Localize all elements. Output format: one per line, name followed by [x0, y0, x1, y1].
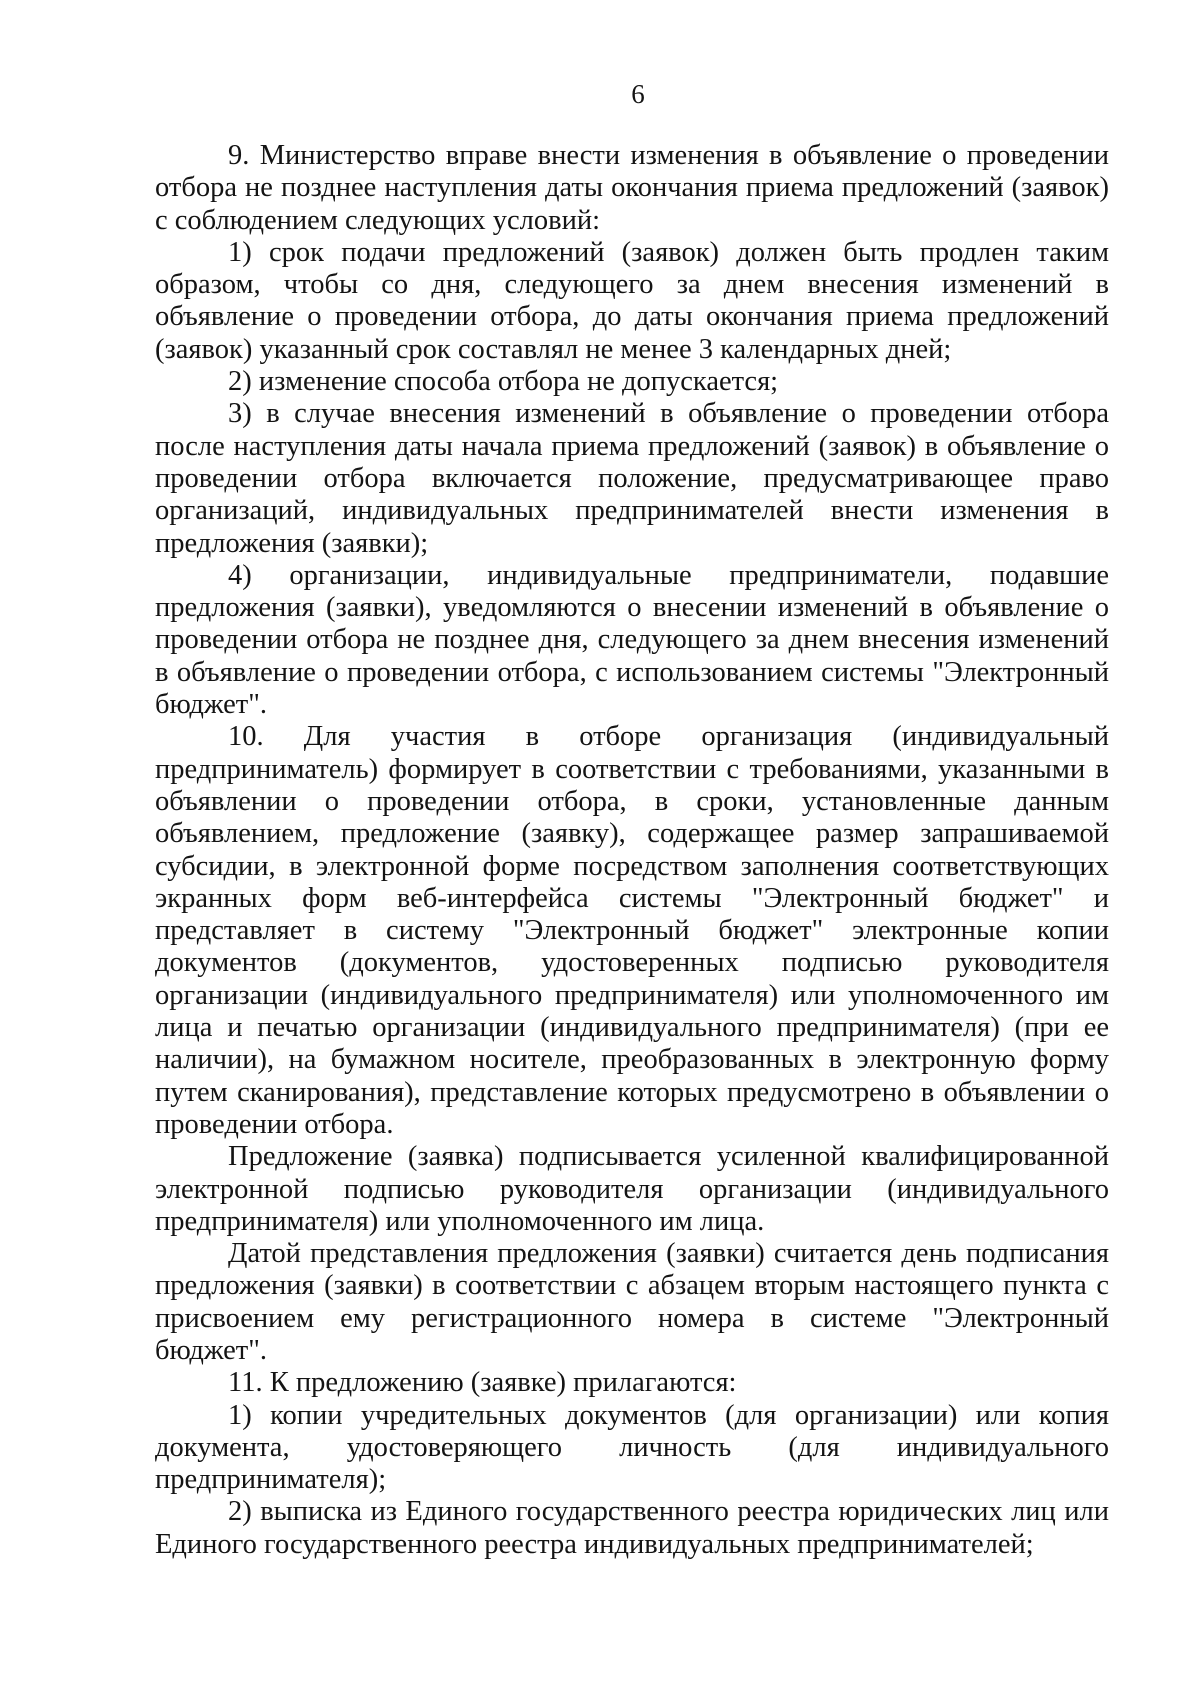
paragraph-10-signature: Предложение (заявка) подписывается усиленной квалифицированной электронной подписью руководителя организации (индивидуального предпринимателя) или уполномоченного им лица. [155, 1141, 1109, 1237]
paragraph-10-submission-date: Датой представления предложения (заявки) считается день подписания предложения (заявки) в соответствии с абзацем вторым настоящего пункта с присвоением ему регистрационного номера в системе "Электронный бюджет". [155, 1238, 1109, 1366]
page-number: 6 [631, 79, 645, 109]
paragraph-10: 10. Для участия в отборе организация (индивидуальный предприниматель) формирует в соответствии с требованиями, указанными в объявлении о проведении отбора, в сроки, установленные данным объявлением, предложение (заявку), содержащее размер запрашиваемой субсидии, в электронной форме посредством заполнения соответствующих экранных форм веб-интерфейса системы "Электронный бюджет" и представляет в систему "Электронный бюджет" электронные копии документов (документов, удостоверенных подписью руководителя организации (индивидуального предпринимателя) или уполномоченного им лица и печатью организации (индивидуального предпринимателя) (при ее наличии), на бумажном носителе, преобразованных в электронную форму путем сканирования), представление которых предусмотрено в объявлении о проведении отбора. [155, 721, 1109, 1140]
paragraph-11-item-1: 1) копии учредительных документов (для организации) или копия документа, удостоверяющего личность (для индивидуального предпринимателя); [155, 1399, 1109, 1496]
paragraph-9: 9. Министерство вправе внести изменения в объявление о проведении отбора не позднее наступления даты окончания приема предложений (заявок) с соблюдением следующих условий: [155, 140, 1109, 236]
paragraph-11-item-2: 2) выписка из Единого государственного реестра юридических лиц или Единого государственного реестра индивидуальных предпринимателей; [155, 1496, 1109, 1560]
paragraph-9-item-1: 1) срок подачи предложений (заявок) должен быть продлен таким образом, чтобы со дня, следующего за днем внесения изменений в объявление о проведении отбора, до даты окончания приема предложений (заявок) указанный срок составлял не менее 3 календарных дней; [155, 236, 1109, 365]
paragraph-9-item-4: 4) организации, индивидуальные предприниматели, подавшие предложения (заявки), уведомляются о внесении изменений в объявление о проведении отбора не позднее дня, следующего за днем внесения изменений в объявление о проведении отбора, с использованием системы "Электронный бюджет". [155, 559, 1109, 721]
paragraph-9-item-2: 2) изменение способа отбора не допускается; [228, 366, 779, 398]
document-body [155, 140, 1109, 1561]
paragraph-11: 11. К предложению (заявке) прилагаются: [228, 1367, 737, 1399]
paragraph-9-item-3: 3) в случае внесения изменений в объявление о проведении отбора после наступления даты начала приема предложений (заявок) в объявление о проведении отбора включается положение, предусматривающее право организаций, индивидуальных предпринимателей внести изменения в предложения (заявки); [155, 398, 1109, 559]
